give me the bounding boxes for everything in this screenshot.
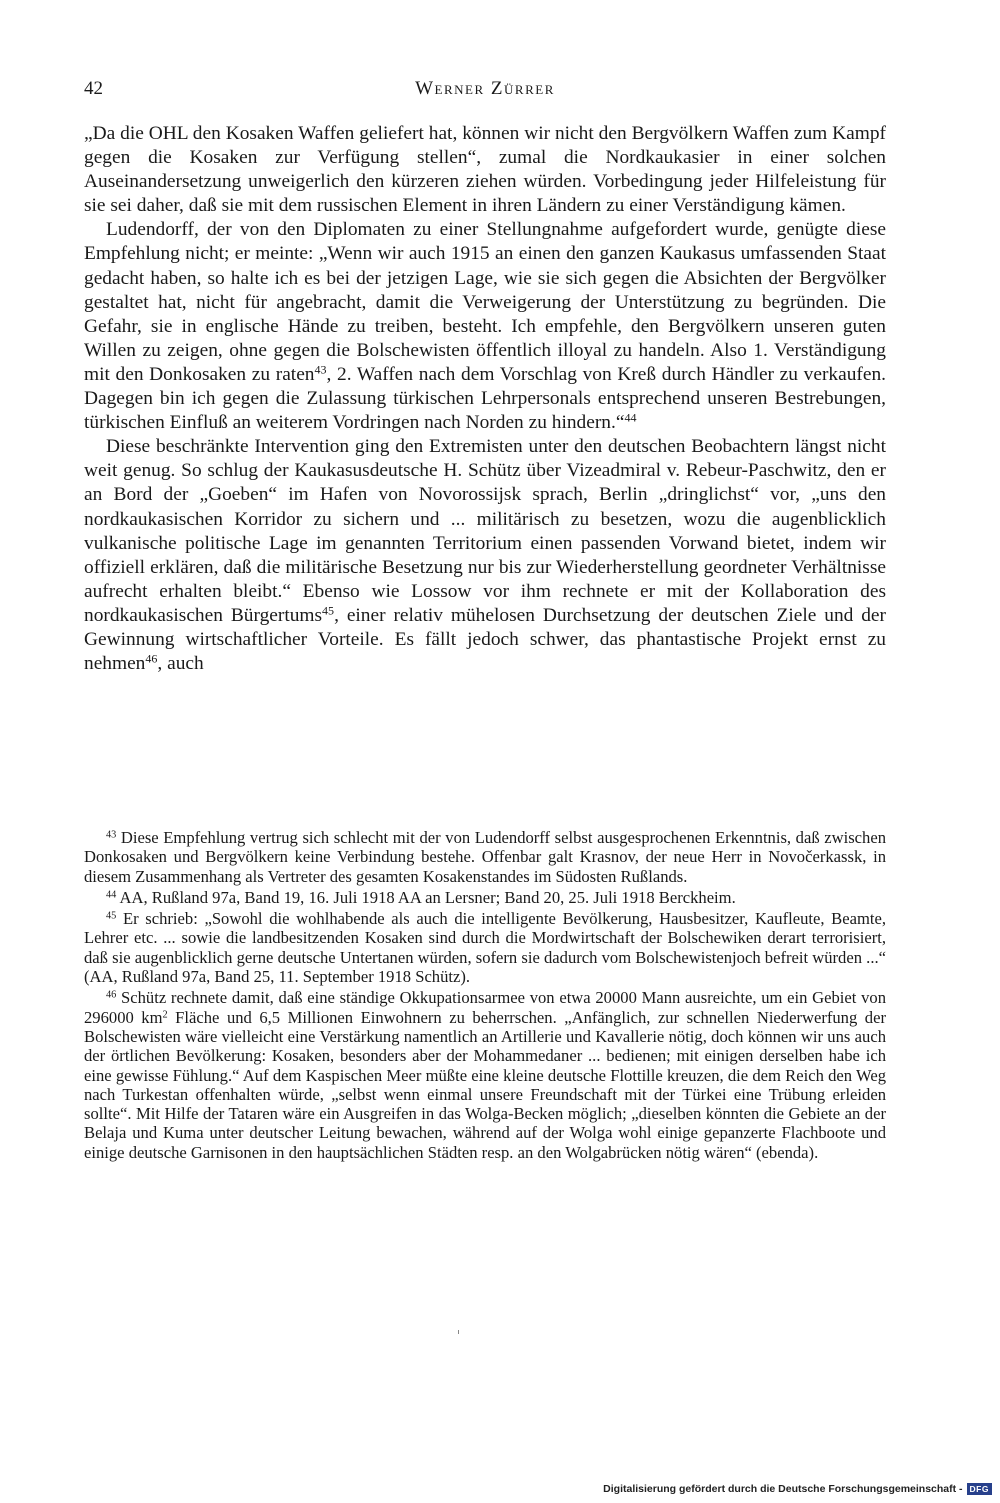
footnote-number: 43	[106, 829, 117, 841]
paragraph-1-text: „Da die OHL den Kosaken Waffen geliefert hat, können wir nicht den Bergvölkern Waffen zum Kampf gegen die Kosaken zur Verfügung stellen“, zumal die Nordkaukasier in einer solchen Auseinandersetzung unweigerlich den kürzeren ziehen würden. Vorbedingung jeder Hilfeleistung für sie sei daher, daß sie mit dem russischen Element in ihren Ländern zu einer Verständigung kämen.	[84, 123, 886, 217]
footnote-ref-44[interactable]: 44	[624, 410, 637, 425]
page-mark	[458, 1330, 459, 1334]
digitization-credit	[603, 1483, 992, 1495]
superscript-2: 2	[162, 1009, 168, 1021]
page-header	[84, 78, 886, 106]
footnote-ref-45[interactable]: 45	[322, 603, 335, 618]
paragraph-3-text-a: Diese beschränkte Intervention ging den Extremisten unter den deutschen Beobachtern längst nicht weit genug. So schlug der Kaukasusdeutsche H. Schütz über Vizeadmiral v. Rebeur-Paschwitz, den er an Bord der „Goeben“ im Hafen von Novorossijsk sprach, Berlin „dringlichst“ vor, „uns den nordkaukasischen Korridor zu sichern und ... militärisch zu besetzen, wozu die augenblicklich vulkanische politische Lage im genannten Territorium einen passenden Vorwand bietet, indem wir offiziell erklären, daß die militärische Besetzung nur bis zur Wiederherstellung geordneter Verhältnisse aufrecht erhalten bleibt.“ Ebenso wie Lossow vor ihm rechnete er mit der Kollaboration des nordkaukasischen Bürgertums	[84, 436, 886, 626]
footnote-45	[84, 909, 886, 986]
credit-text: Digitalisierung gefördert durch die Deutsche Forschungsgemeinschaft -	[603, 1483, 963, 1495]
paragraph-3	[84, 435, 886, 676]
footnote-text: AA, Rußland 97a, Band 19, 16. Juli 1918 AA an Lersner; Band 20, 25. Juli 1918 Berckheim.	[119, 887, 736, 907]
main-text	[84, 122, 886, 676]
footnote-text-a: Schütz rechnete damit, daß eine ständige Okkupationsarmee von etwa 20000 Mann ausreichte, um ein Gebiet von 296000 km	[84, 988, 887, 1027]
footnote-number: 46	[106, 989, 117, 1001]
paragraph-3-text-b: , einer relativ mühelosen Durchsetzung der deutschen Ziele und der Gewinnung wirtschaftlicher Vorteile. Es fällt jedoch schwer, das phantastische Projekt ernst zu nehmen	[84, 604, 886, 675]
running-head: Werner Zürrer	[415, 78, 555, 99]
paragraph-2	[84, 218, 886, 435]
footnote-number: 44	[106, 889, 117, 901]
footnote-number: 45	[106, 910, 117, 922]
paragraph-1	[84, 122, 886, 218]
paragraph-3-text-c: , auch	[157, 653, 204, 675]
footnote-46	[84, 988, 886, 1162]
footnote-43	[84, 828, 886, 886]
dfg-logo: DFG	[967, 1483, 992, 1495]
paragraph-2-text-b: , 2. Waffen nach dem Vorschlag von Kreß durch Händler zu verkaufen. Dagegen bin ich gegen die Zulassung türkischen Lehrpersonals entsprechend unseren Bestrebungen, türkischen Einfluß an weiterem Vordringen nach Norden zu hindern.“	[84, 363, 887, 434]
footnote-text-b: Fläche und 6,5 Millionen Einwohnern zu beherrschen. „Anfänglich, zur schnellen Niederwerfung der Bolschewisten wäre vielleicht eine Verstärkung namentlich an Artillerie und Kavallerie nötig, doch können wir uns auch der örtlichen Bevölkerung: Kosaken, besonders aber der Mohammedaner ... bedienen; mit einigen derselben habe ich eine gewisse Fühlung.“ Auf dem Kaspischen Meer müßte eine kleine deutsche Flottille kreuzen, die dem Reich den Weg nach Turkestan offenhalten würde, „selbst wenn einmal unsere Freundschaft mit der Türkei eine Trübung erleiden sollte“. Mit Hilfe der Tataren wäre ein Ausgreifen in das Wolga-Becken möglich; „dieselben könnten die Gebiete an der Belaja und Kuma unter deutscher Leitung bewachen, während auf der Wolga wohl einige gepanzerte Flachboote und einige deutsche Garnisonen in den hauptsächlichen Städten resp. an den Wolgabrücken nötig wären“ (ebenda).	[84, 1007, 886, 1162]
footnote-text: Er schrieb: „Sowohl die wohlhabende als auch die intelligente Bevölkerung, Hausbesitzer, Kaufleute, Beamte, Lehrer etc. ... sowie die landbesitzenden Kosaken sind durch die Mordwirtschaft der Bolschewiken derart terrorisiert, daß sie augenblicklich gerne deutsche Untertanen würden, sofern sie dadurch vom Bolschewistenjoch befreit würden ...“ (AA, Rußland 97a, Band 25, 11. September 1918 Schütz).	[84, 909, 886, 987]
footnotes	[84, 828, 886, 1164]
footnote-44	[84, 888, 886, 907]
footnote-ref-46[interactable]: 46	[145, 651, 158, 666]
footnote-ref-43[interactable]: 43	[314, 362, 327, 377]
page-number: 42	[84, 78, 103, 99]
paragraph-2-text-a: Ludendorff, der von den Diplomaten zu einer Stellungnahme aufgefordert wurde, genügte diese Empfehlung nicht; er meinte: „Wenn wir auch 1915 an einen den ganzen Kaukasus umfassenden Staat gedacht haben, so halte ich es bei der jetzigen Lage, wie sie sich gegen die Absichten der Bergvölker gestaltet hat, nicht für angebracht, damit die Verweigerung der Unterstützung zu begründen. Die Gefahr, sie in englische Hände zu treiben, besteht. Ich empfehle, den Bergvölkern unseren guten Willen zu zeigen, ohne gegen die Bolschewisten öffentlich illoyal zu handeln. Also 1. Verständigung mit den Donkosaken zu raten	[84, 219, 886, 385]
footnote-text: Diese Empfehlung vertrug sich schlecht mit der von Ludendorff selbst ausgesprochenen Erkenntnis, daß zwischen Donkosaken und Bergvölkern keine Verbindung bestehe. Offenbar galt Krasnov, der neue Herr in Novočerkassk, in diesem Zusammenhang als Vertreter des gesamten Kosakenstandes im Südosten Rußlands.	[84, 828, 886, 886]
